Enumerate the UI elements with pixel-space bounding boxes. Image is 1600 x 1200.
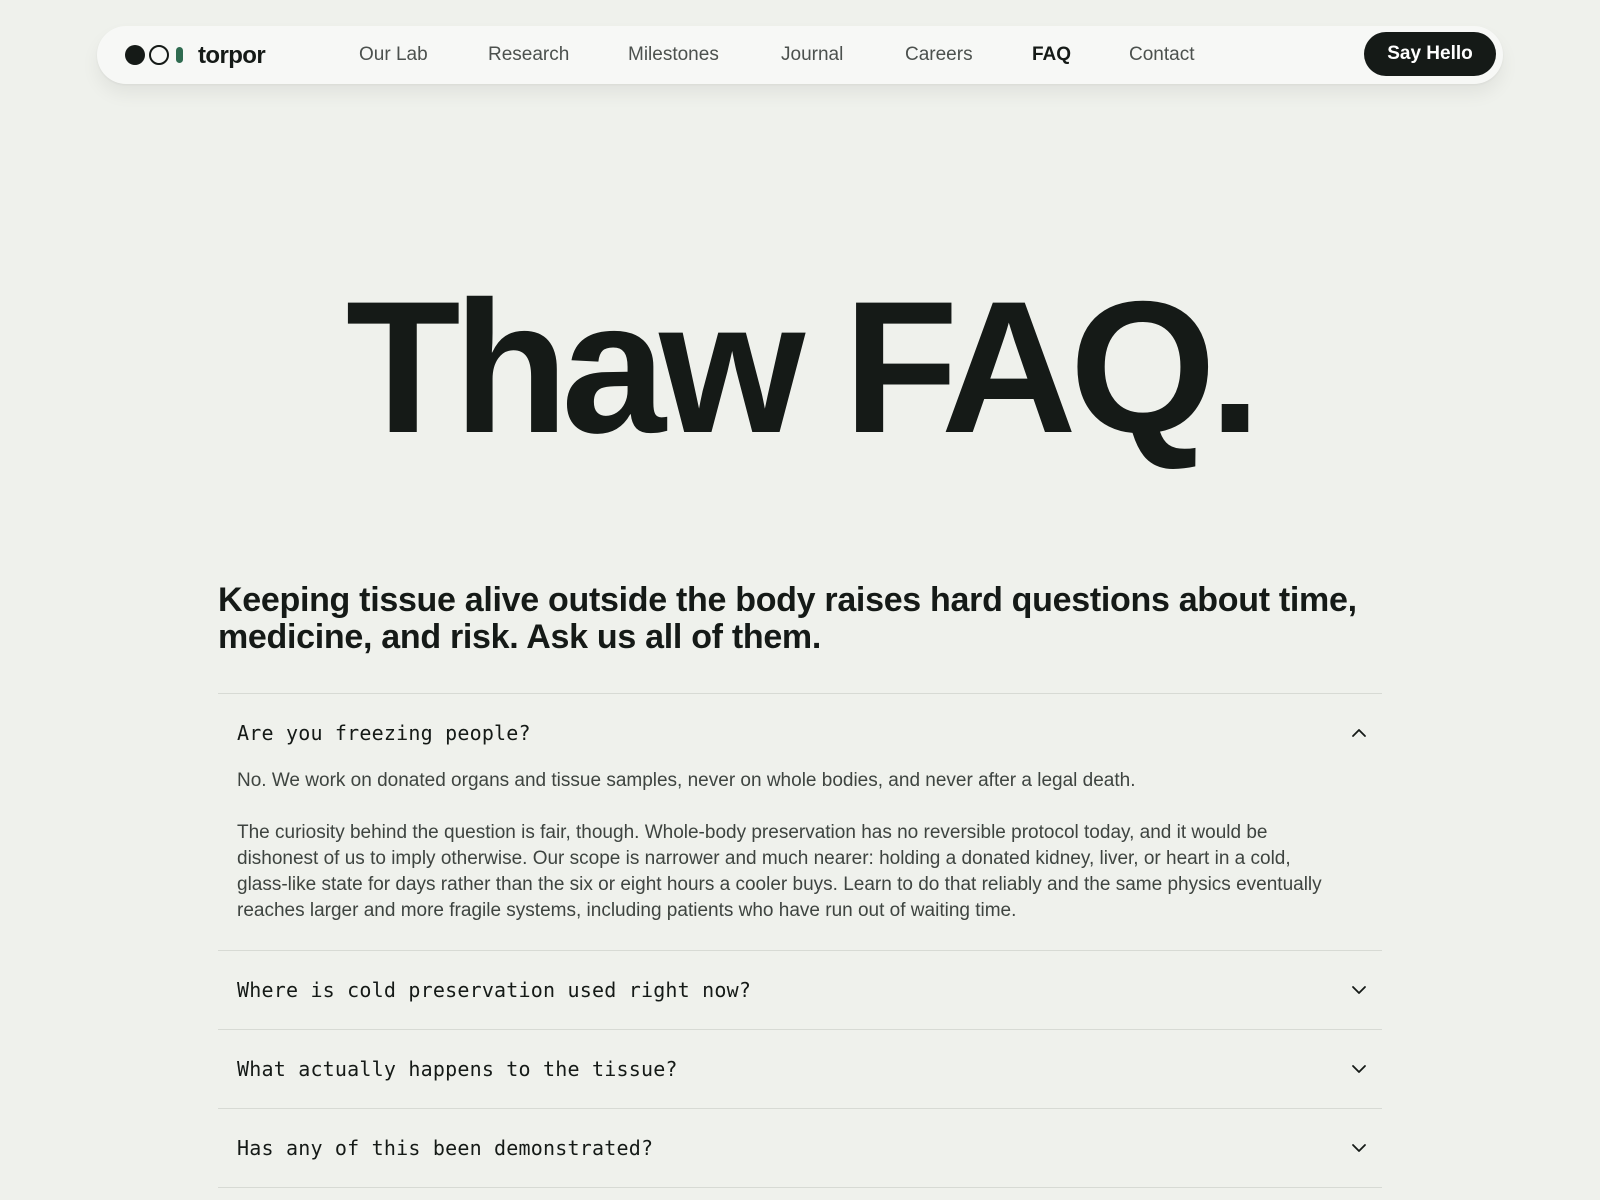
chevron-down-icon [1350, 981, 1368, 999]
faq-question-toggle[interactable] [218, 1030, 1382, 1108]
chevron-down-icon [1350, 1139, 1368, 1157]
faq-answer-paragraph: The curiosity behind the question is fair, though. Whole-body preservation has no reversible protocol today, and it would be dishonest of us to imply otherwise. Our scope is narrower and much nearer: holding a donated kidney, liver, or heart in a cold, glass-like state for days rather than the six or eight hours a cooler buys. Learn to do that reliably and the same physics eventually reaches larger and more fragile systems, including patients who have run out of waiting time. [237, 822, 1322, 921]
nav-link-contact[interactable]: Contact [1129, 44, 1195, 65]
nav-link-journal[interactable]: Journal [781, 44, 844, 65]
faq-question-toggle[interactable] [218, 951, 1382, 1029]
nav-link-research[interactable]: Research [488, 44, 570, 65]
faq-question: Are you freezing people? [237, 720, 531, 745]
faq-answer-paragraph: No. We work on donated organs and tissue samples, never on whole bodies, and never after a legal death. [237, 770, 1136, 791]
nav-link-milestones[interactable]: Milestones [628, 44, 719, 65]
say-hello-button[interactable]: Say Hello [1364, 32, 1496, 76]
faq-question: What actually happens to the tissue? [237, 1057, 678, 1081]
chevron-up-icon [1350, 724, 1368, 742]
faq-list [218, 693, 1382, 1188]
nav-link-our-lab[interactable]: Our Lab [359, 44, 428, 65]
faq-item [218, 951, 1382, 1030]
nav-link-careers[interactable]: Careers [905, 44, 973, 65]
nav-link-faq[interactable]: FAQ [1032, 44, 1072, 65]
faq-question: Where is cold preservation used right now? [237, 978, 752, 1002]
faq-question-toggle[interactable] [218, 1109, 1382, 1187]
intro-text: Keeping tissue alive outside the body raises hard questions about time, medicine, and risk. Ask us all of them. [218, 581, 1357, 656]
top-nav [97, 26, 1503, 84]
faq-item [218, 694, 1382, 951]
chevron-down-icon [1350, 1060, 1368, 1078]
faq-item [218, 1109, 1382, 1188]
faq-question-toggle[interactable] [218, 694, 1382, 771]
faq-item [218, 1030, 1382, 1109]
page-title: Thaw FAQ. [345, 262, 1255, 472]
faq-question: Has any of this been demonstrated? [237, 1136, 654, 1160]
logo-wordmark: torpor [198, 42, 266, 69]
nav-links [97, 26, 1503, 84]
faq-answer [218, 768, 1382, 950]
